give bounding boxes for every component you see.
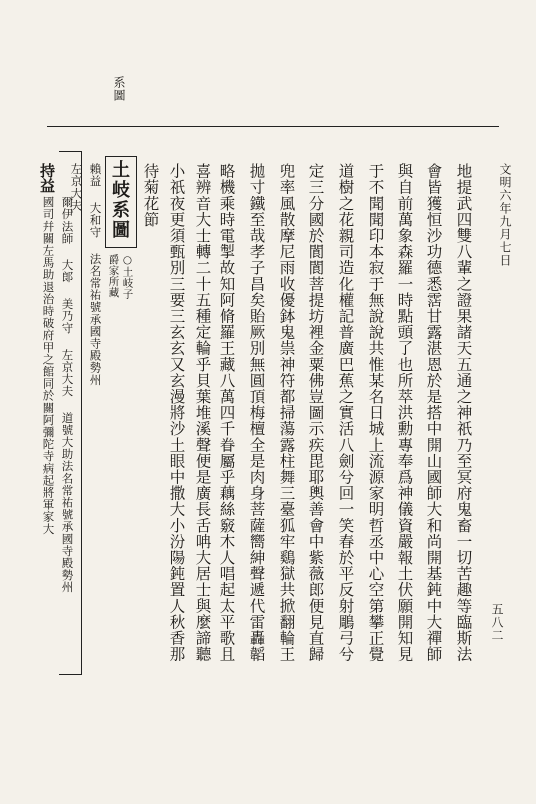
text-column: 喜辨音大士轉二十五種定輪乎貝葉堆溪聲便是廣長舌呥大居士與麼諦聽: [193, 163, 212, 663]
section-label: 系圖: [112, 76, 126, 102]
text-column: 定三分國於閬閬菩提坊裡金粟佛豈圖示疾毘耶輿善會中紫薇郎便見直歸: [306, 163, 325, 663]
page-date: 文明六年九月七日: [498, 163, 512, 267]
text-column: 兜率風散摩尼雨收優鉢鬼祟神符都掃蕩露柱舞三臺狐牢鷄獄共掀翻輪王: [277, 163, 296, 663]
text-column: 略機乘時電掣故知阿脩羅王藏八萬四千眷屬乎藕絲竅木人唱起太平歌且: [217, 163, 236, 663]
header-rule: [47, 126, 499, 127]
genealogy-note: ○土岐子: [121, 254, 134, 300]
text-column: 小祇夜更須甄別三要三玄玄又玄漫將沙土眼中撒大小汾陽鈍置人秋香那: [167, 163, 186, 663]
lineage-entry: 賴益 大和守 法名常祐號承國寺殿勢州: [88, 163, 103, 386]
lineage-entry: 國司幷關左馬助退治時破府甲之館同於關阿彌陀寺病起將軍家大: [41, 196, 56, 535]
text-column: 與自前萬象森羅一時點頭了也所萃洪勳專奉爲神儀資嚴報土伏願開知見: [395, 163, 414, 663]
page-number: 五八二: [490, 603, 504, 642]
genealogy-heading: 土岐系圖: [109, 160, 130, 240]
lineage-name: 持益: [38, 163, 56, 193]
genealogy-source: 爵家所藏: [107, 254, 120, 298]
text-column: 地提武四雙八輩之證果諸天五通之神祇乃至冥府鬼畜一切苦趣等臨斯法: [454, 163, 473, 663]
lineage-entry: 左京大夫: [69, 163, 84, 212]
text-column: 會皆獲恒沙功德悉霑甘露湛恩於是搭中開山國師大和尚開基鈍中大禪師: [424, 163, 443, 663]
text-column: 于不聞聞印本寂于無說說共惟某名日城上流源家明哲丞中心空第攀正覺: [366, 163, 385, 663]
text-column: 拋寸鐵至哉孝子昌矣貽厥別無圓頂梅檀全是肉身菩薩嚮紳聲遞代雷轟韜: [247, 163, 266, 663]
text-column: 待菊花節: [141, 163, 160, 228]
text-column: 道樹之花親司造化權記普廣巴蕉之實活八劍兮回一笑春於平反射鵰弓兮: [336, 163, 355, 663]
lineage-entry: 爾伊法師 大郞 美乃守 左京大夫 道號大助法名常祐號承國寺殿勢州: [60, 196, 75, 594]
